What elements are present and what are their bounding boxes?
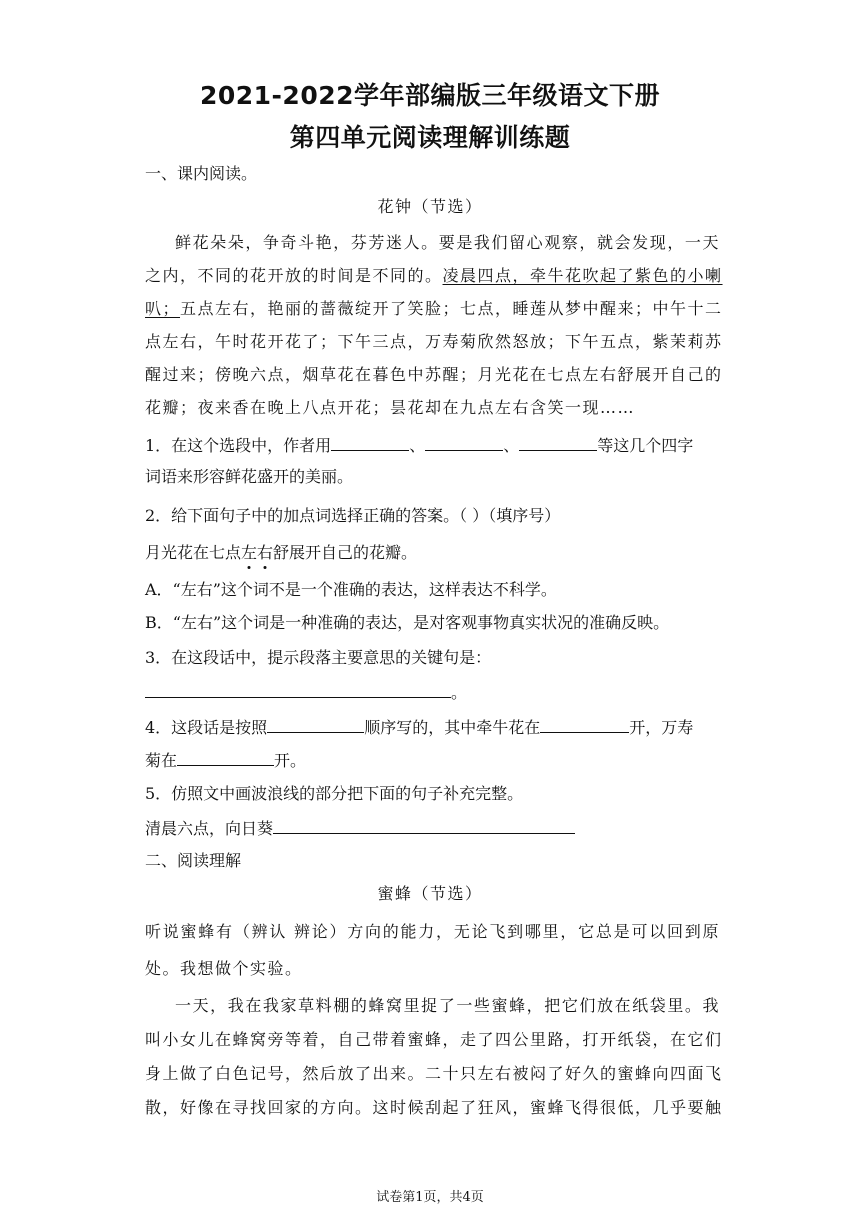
passage2-line-5: 身上做了白色记号，然后放了出来。二十只左右被闷了好久的蜜蜂向四面飞 [145,1064,723,1083]
question-1-text: 等这几个四字 [597,436,694,455]
question-1-text: 1．在这个选段中，作者用 [145,436,332,455]
dotted-char: 右 [257,543,274,562]
question-2: 2．给下面句子中的加点词选择正确的答案。（ ）（填序号） [145,506,561,525]
sentence-text: 月光花在七点 [145,543,242,562]
question-4-cont [145,749,720,771]
question-4-text: 4．这段话是按照 [145,718,268,737]
answer-blank[interactable] [425,434,503,451]
answer-blank[interactable] [519,434,597,451]
wavy-underlined-text-end: 叭； [145,299,181,318]
passage2-line-3: 一天，我在我家草料棚的蜂窝里捉了一些蜜蜂，把它们放在纸袋里。我 [175,996,720,1015]
separator: 、 [503,436,520,455]
question-3: 3．在这段话中，提示段落主要意思的关键句是： [145,648,492,667]
answer-blank[interactable] [331,434,409,451]
answer-blank[interactable] [177,749,274,766]
passage2-title: 蜜蜂（节选） [377,884,483,903]
passage2-line-6: 散，好像在寻找回家的方向。这时候刮起了狂风，蜜蜂飞得很低，几乎要触 [145,1098,723,1117]
title-line-2: 第四单元阅读理解训练题 [289,123,571,152]
question-4-text: 开，万寿 [629,718,694,737]
question-5-answer-line [145,817,720,839]
passage1-text: 五点左右，艳丽的蔷薇绽开了笑脸；七点，睡莲从梦中醒来；中午十二 [180,299,723,318]
dotted-char: 左 [241,543,258,562]
separator: 、 [409,436,426,455]
page-footer: 试卷第1页，共4页 [376,1190,484,1205]
passage1-line-5: 醒过来；傍晚六点，烟草花在暮色中苏醒；月光花在七点左右舒展开自己的 [145,365,723,384]
answer-blank[interactable] [540,716,629,733]
question-3-answer-line [145,681,720,703]
question-1 [145,434,720,456]
passage1-line-4: 点左右，午时花开花了；下午三点，万寿菊欣然怒放；下午五点，紫茉莉苏 [145,332,723,351]
passage1-line-1: 鲜花朵朵，争奇斗艳，芬芳迷人。要是我们留心观察，就会发现，一天 [175,233,720,252]
question-2-option-b[interactable]: B．“左右”这个词是一种准确的表达，是对客观事物真实状况的准确反映。 [145,613,670,632]
wavy-underlined-text: 凌晨四点，牵牛花吹起了紫色的小喇 [442,266,723,285]
answer-blank[interactable] [145,681,451,698]
passage1-title: 花钟（节选） [377,197,483,216]
passage1-line-2 [145,266,723,286]
question-4-text: 顺序写的，其中牵牛花在 [364,718,541,737]
answer-blank[interactable] [267,716,364,733]
passage2-line-1: 听说蜜蜂有（辨认 辨论）方向的能力，无论飞到哪里，它总是可以回到原 [145,922,720,941]
passage2-line-2: 处。我想做个实验。 [145,959,303,978]
section2-heading: 二、阅读理解 [145,851,242,870]
passage1-line-3 [145,299,723,319]
title-line-1: 2021-2022学年部编版三年级语文下册 [199,81,661,110]
question-5-prefix: 清晨六点，向日葵 [145,819,274,838]
question-4 [145,716,720,738]
question-4-text: 开。 [274,751,307,770]
period: 。 [451,683,468,702]
question-2-option-a[interactable]: A．“左右”这个词不是一个准确的表达，这样表达不科学。 [145,580,557,599]
question-5: 5．仿照文中画波浪线的部分把下面的句子补充完整。 [145,784,524,803]
answer-blank[interactable] [273,817,575,834]
question-4-text: 菊在 [145,751,178,770]
question-1-cont: 词语来形容鲜花盛开的美丽。 [145,467,354,486]
section1-heading: 一、课内阅读。 [145,164,258,183]
passage1-text: 之内，不同的花开放的时间是不同的。 [145,266,443,285]
sentence-text: 舒展开自己的花瓣。 [273,543,418,562]
passage2-line-4: 叫小女儿在蜂窝旁等着，自己带着蜜蜂，走了四公里路，打开纸袋，在它们 [145,1030,723,1049]
question-2-sentence [145,543,720,563]
passage1-line-6: 花瓣；夜来香在晚上八点开花；昙花却在九点左右含笑一现…… [145,398,636,417]
